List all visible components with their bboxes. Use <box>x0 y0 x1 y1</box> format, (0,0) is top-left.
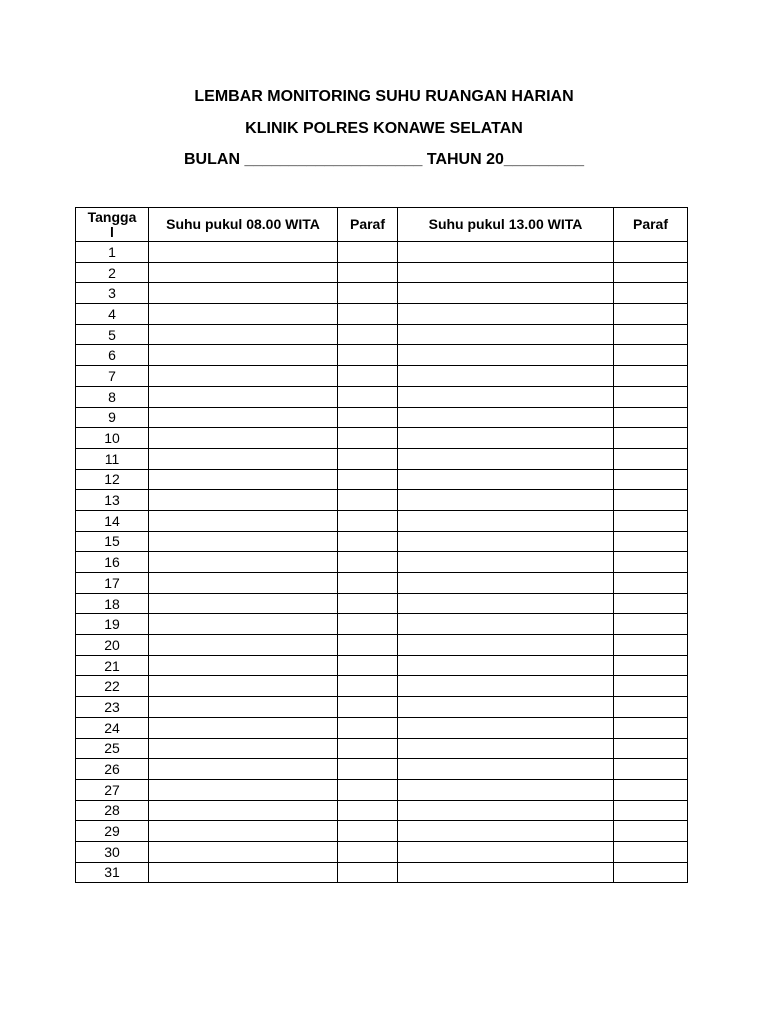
date-cell: 11 <box>76 448 149 469</box>
paraf-siang-cell[interactable] <box>614 552 688 573</box>
table-row <box>76 697 688 718</box>
suhu-siang-cell[interactable] <box>398 738 614 759</box>
suhu-siang-cell[interactable] <box>398 717 614 738</box>
paraf-pagi-cell[interactable] <box>338 676 398 697</box>
table-row <box>76 635 688 656</box>
paraf-pagi-cell[interactable] <box>338 242 398 263</box>
date-cell: 16 <box>76 552 149 573</box>
paraf-siang-cell[interactable] <box>614 821 688 842</box>
date-cell: 6 <box>76 345 149 366</box>
paraf-siang-cell[interactable] <box>614 655 688 676</box>
paraf-siang-cell[interactable] <box>614 841 688 862</box>
suhu-pagi-cell[interactable] <box>149 676 338 697</box>
suhu-pagi-cell[interactable] <box>149 242 338 263</box>
paraf-siang-cell[interactable] <box>614 738 688 759</box>
paraf-pagi-cell[interactable] <box>338 510 398 531</box>
paraf-siang-cell[interactable] <box>614 366 688 387</box>
suhu-pagi-cell[interactable] <box>149 738 338 759</box>
suhu-siang-cell[interactable] <box>398 635 614 656</box>
paraf-siang-cell[interactable] <box>614 469 688 490</box>
table-row <box>76 407 688 428</box>
paraf-siang-cell[interactable] <box>614 614 688 635</box>
table-row <box>76 262 688 283</box>
paraf-pagi-cell[interactable] <box>338 573 398 594</box>
paraf-pagi-cell[interactable] <box>338 717 398 738</box>
suhu-siang-cell[interactable] <box>398 841 614 862</box>
header-tanggal <box>76 208 149 242</box>
suhu-siang-cell[interactable] <box>398 593 614 614</box>
suhu-siang-cell[interactable] <box>398 552 614 573</box>
suhu-pagi-cell[interactable] <box>149 531 338 552</box>
paraf-siang-cell[interactable] <box>614 862 688 883</box>
suhu-siang-cell[interactable] <box>398 800 614 821</box>
suhu-siang-cell[interactable] <box>398 821 614 842</box>
suhu-pagi-cell[interactable] <box>149 635 338 656</box>
date-cell: 1 <box>76 242 149 263</box>
suhu-pagi-cell[interactable] <box>149 573 338 594</box>
suhu-pagi-cell[interactable] <box>149 386 338 407</box>
table-row <box>76 676 688 697</box>
date-cell: 20 <box>76 635 149 656</box>
paraf-pagi-cell[interactable] <box>338 552 398 573</box>
table-row <box>76 841 688 862</box>
table-row <box>76 304 688 325</box>
suhu-pagi-cell[interactable] <box>149 614 338 635</box>
paraf-siang-cell[interactable] <box>614 531 688 552</box>
table-row <box>76 593 688 614</box>
suhu-pagi-cell[interactable] <box>149 821 338 842</box>
table-row <box>76 862 688 883</box>
table-row <box>76 779 688 800</box>
suhu-siang-cell[interactable] <box>398 448 614 469</box>
paraf-pagi-cell[interactable] <box>338 635 398 656</box>
date-cell: 27 <box>76 779 149 800</box>
suhu-siang-cell[interactable] <box>398 324 614 345</box>
table-row <box>76 324 688 345</box>
paraf-pagi-cell[interactable] <box>338 448 398 469</box>
paraf-siang-cell[interactable] <box>614 304 688 325</box>
suhu-pagi-cell[interactable] <box>149 779 338 800</box>
date-cell: 12 <box>76 469 149 490</box>
table-row <box>76 490 688 511</box>
suhu-siang-cell[interactable] <box>398 283 614 304</box>
paraf-siang-cell[interactable] <box>614 490 688 511</box>
suhu-siang-cell[interactable] <box>398 655 614 676</box>
table-row <box>76 573 688 594</box>
date-cell: 8 <box>76 386 149 407</box>
suhu-pagi-cell[interactable] <box>149 510 338 531</box>
paraf-siang-cell[interactable] <box>614 676 688 697</box>
suhu-pagi-cell[interactable] <box>149 552 338 573</box>
suhu-siang-cell[interactable] <box>398 304 614 325</box>
header-tanggal-part2: l <box>110 223 114 240</box>
form-title: LEMBAR MONITORING SUHU RUANGAN HARIAN <box>194 88 574 105</box>
paraf-pagi-cell[interactable] <box>338 614 398 635</box>
paraf-siang-cell[interactable] <box>614 697 688 718</box>
paraf-siang-cell[interactable] <box>614 386 688 407</box>
date-cell: 5 <box>76 324 149 345</box>
paraf-pagi-cell[interactable] <box>338 779 398 800</box>
paraf-siang-cell[interactable] <box>614 428 688 449</box>
date-cell: 26 <box>76 759 149 780</box>
date-cell: 2 <box>76 262 149 283</box>
table-row <box>76 510 688 531</box>
suhu-pagi-cell[interactable] <box>149 304 338 325</box>
paraf-pagi-cell[interactable] <box>338 821 398 842</box>
date-cell: 9 <box>76 407 149 428</box>
table-row <box>76 717 688 738</box>
table-row <box>76 759 688 780</box>
table-row <box>76 386 688 407</box>
table-row <box>76 428 688 449</box>
paraf-siang-cell[interactable] <box>614 779 688 800</box>
suhu-pagi-cell[interactable] <box>149 469 338 490</box>
date-cell: 22 <box>76 676 149 697</box>
date-cell: 4 <box>76 304 149 325</box>
table-header-row <box>76 208 688 242</box>
date-cell: 24 <box>76 717 149 738</box>
paraf-pagi-cell[interactable] <box>338 759 398 780</box>
suhu-siang-cell[interactable] <box>398 262 614 283</box>
date-cell: 29 <box>76 821 149 842</box>
paraf-pagi-cell[interactable] <box>338 697 398 718</box>
suhu-siang-cell[interactable] <box>398 510 614 531</box>
suhu-pagi-cell[interactable] <box>149 283 338 304</box>
suhu-pagi-cell[interactable] <box>149 262 338 283</box>
suhu-siang-cell[interactable] <box>398 697 614 718</box>
paraf-pagi-cell[interactable] <box>338 738 398 759</box>
date-cell: 23 <box>76 697 149 718</box>
suhu-pagi-cell[interactable] <box>149 717 338 738</box>
suhu-pagi-cell[interactable] <box>149 655 338 676</box>
suhu-siang-cell[interactable] <box>398 779 614 800</box>
date-cell: 3 <box>76 283 149 304</box>
paraf-siang-cell[interactable] <box>614 283 688 304</box>
month-year-line: BULAN ____________________ TAHUN 20_________ <box>184 151 584 168</box>
paraf-pagi-cell[interactable] <box>338 469 398 490</box>
suhu-pagi-cell[interactable] <box>149 407 338 428</box>
suhu-pagi-cell[interactable] <box>149 366 338 387</box>
paraf-pagi-cell[interactable] <box>338 800 398 821</box>
table-row <box>76 366 688 387</box>
table-row <box>76 242 688 263</box>
paraf-siang-cell[interactable] <box>614 759 688 780</box>
paraf-pagi-cell[interactable] <box>338 862 398 883</box>
suhu-pagi-cell[interactable] <box>149 448 338 469</box>
table-row <box>76 800 688 821</box>
paraf-pagi-cell[interactable] <box>338 283 398 304</box>
table-row <box>76 283 688 304</box>
paraf-pagi-cell[interactable] <box>338 428 398 449</box>
paraf-pagi-cell[interactable] <box>338 531 398 552</box>
suhu-siang-cell[interactable] <box>398 386 614 407</box>
suhu-siang-cell[interactable] <box>398 366 614 387</box>
paraf-siang-cell[interactable] <box>614 262 688 283</box>
suhu-pagi-cell[interactable] <box>149 428 338 449</box>
table-row <box>76 469 688 490</box>
date-cell: 21 <box>76 655 149 676</box>
paraf-siang-cell[interactable] <box>614 593 688 614</box>
paraf-pagi-cell[interactable] <box>338 262 398 283</box>
header-tanggal-part1: Tangga <box>87 208 137 225</box>
table-row <box>76 614 688 635</box>
date-cell: 17 <box>76 573 149 594</box>
paraf-pagi-cell[interactable] <box>338 304 398 325</box>
table-row <box>76 345 688 366</box>
table-row <box>76 531 688 552</box>
table-row <box>76 448 688 469</box>
date-cell: 25 <box>76 738 149 759</box>
suhu-siang-cell[interactable] <box>398 759 614 780</box>
date-cell: 13 <box>76 490 149 511</box>
suhu-siang-cell[interactable] <box>398 407 614 428</box>
paraf-pagi-cell[interactable] <box>338 366 398 387</box>
date-cell: 19 <box>76 614 149 635</box>
paraf-pagi-cell[interactable] <box>338 324 398 345</box>
suhu-pagi-cell[interactable] <box>149 759 338 780</box>
suhu-siang-cell[interactable] <box>398 862 614 883</box>
table-row <box>76 655 688 676</box>
suhu-siang-cell[interactable] <box>398 531 614 552</box>
suhu-pagi-cell[interactable] <box>149 324 338 345</box>
header-suhu-siang: Suhu pukul 13.00 WITA <box>398 208 614 242</box>
suhu-pagi-cell[interactable] <box>149 862 338 883</box>
date-cell: 15 <box>76 531 149 552</box>
header-paraf-siang: Paraf <box>614 208 688 242</box>
suhu-siang-cell[interactable] <box>398 676 614 697</box>
header-paraf-pagi: Paraf <box>338 208 398 242</box>
suhu-pagi-cell[interactable] <box>149 697 338 718</box>
suhu-siang-cell[interactable] <box>398 614 614 635</box>
date-cell: 31 <box>76 862 149 883</box>
suhu-pagi-cell[interactable] <box>149 800 338 821</box>
paraf-siang-cell[interactable] <box>614 510 688 531</box>
suhu-pagi-cell[interactable] <box>149 490 338 511</box>
suhu-pagi-cell[interactable] <box>149 593 338 614</box>
date-cell: 14 <box>76 510 149 531</box>
paraf-siang-cell[interactable] <box>614 242 688 263</box>
paraf-siang-cell[interactable] <box>614 324 688 345</box>
paraf-siang-cell[interactable] <box>614 345 688 366</box>
header-suhu-pagi: Suhu pukul 08.00 WITA <box>149 208 338 242</box>
suhu-siang-cell[interactable] <box>398 242 614 263</box>
table-body <box>76 242 688 883</box>
suhu-siang-cell[interactable] <box>398 469 614 490</box>
date-cell: 28 <box>76 800 149 821</box>
paraf-siang-cell[interactable] <box>614 573 688 594</box>
suhu-pagi-cell[interactable] <box>149 841 338 862</box>
suhu-siang-cell[interactable] <box>398 490 614 511</box>
paraf-pagi-cell[interactable] <box>338 407 398 428</box>
date-cell: 30 <box>76 841 149 862</box>
paraf-siang-cell[interactable] <box>614 407 688 428</box>
paraf-pagi-cell[interactable] <box>338 841 398 862</box>
suhu-siang-cell[interactable] <box>398 428 614 449</box>
clinic-name: KLINIK POLRES KONAWE SELATAN <box>245 120 523 137</box>
date-cell: 10 <box>76 428 149 449</box>
paraf-pagi-cell[interactable] <box>338 386 398 407</box>
paraf-siang-cell[interactable] <box>614 800 688 821</box>
suhu-pagi-cell[interactable] <box>149 345 338 366</box>
paraf-pagi-cell[interactable] <box>338 655 398 676</box>
paraf-pagi-cell[interactable] <box>338 490 398 511</box>
table-row <box>76 552 688 573</box>
suhu-siang-cell[interactable] <box>398 573 614 594</box>
table-row <box>76 821 688 842</box>
paraf-pagi-cell[interactable] <box>338 345 398 366</box>
date-cell: 7 <box>76 366 149 387</box>
suhu-siang-cell[interactable] <box>398 345 614 366</box>
table-row <box>76 738 688 759</box>
paraf-pagi-cell[interactable] <box>338 593 398 614</box>
temperature-log-table <box>75 207 688 883</box>
date-cell: 18 <box>76 593 149 614</box>
paraf-siang-cell[interactable] <box>614 635 688 656</box>
paraf-siang-cell[interactable] <box>614 448 688 469</box>
paraf-siang-cell[interactable] <box>614 717 688 738</box>
